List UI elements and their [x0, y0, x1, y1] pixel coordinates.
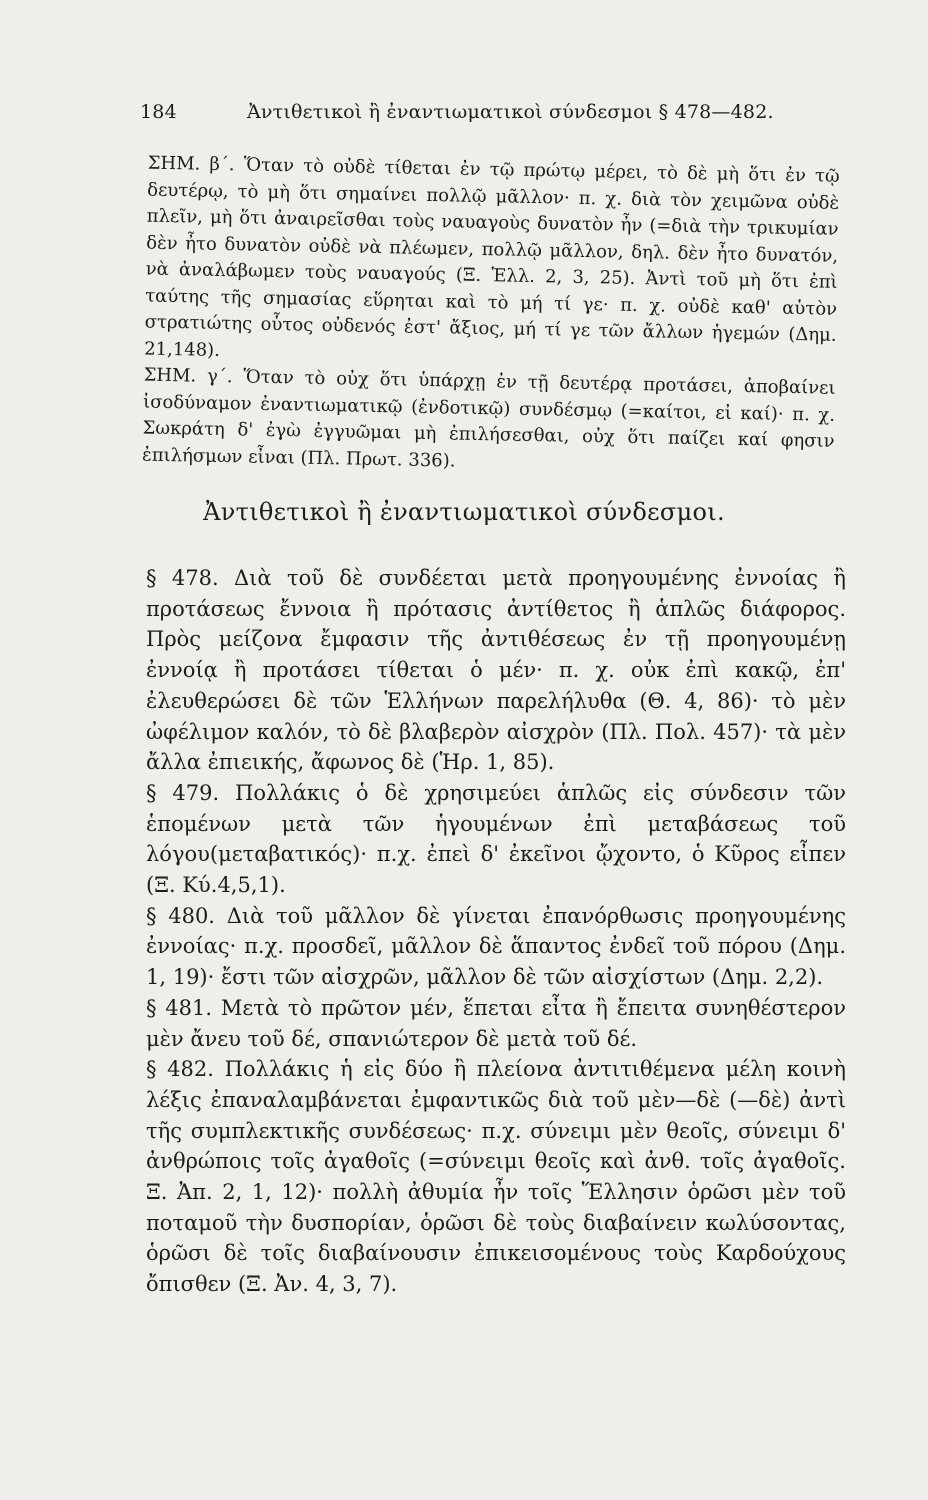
- section-paragraph: § 479. Πολλάκις ὁ δὲ χρησιμεύει ἁπλῶς εἰς σύνδεσιν τῶν ἑπομένων μετὰ τῶν ἡγουμένων ἐπὶ μεταβάσεως τοῦ λόγου(μεταβατικός)· π.χ. ἐπεὶ δ' ἐκεῖνοι ᾤχοντο, ὁ Κῦρος εἶπεν (Ξ. Κύ.4,5,1).: [146, 780, 846, 898]
- main-text: [116, 563, 846, 1300]
- running-title: Ἀντιθετικοὶ ἢ ἐναντιωματικοὶ σύνδεσμοι § 478—482.: [247, 101, 774, 123]
- section-paragraph: § 482. Πολλάκις ἡ εἰς δύο ἢ πλείονα ἀντιτιθέμενα μέλη κοινὴ λέξις ἐπαναλαμβάνεται ἐμφαντικῶς διὰ τοῦ μὲν—δὲ (—δὲ) ἀντὶ τῆς συμπλεκτικῆς συνδέσεως· π.χ. σύνειμι μὲν θεοῖς, σύνειμι δ' ἀνθρώποις τοῖς ἀγαθοῖς (=σύνειμι θεοῖς καὶ ἀνθ. τοῖς ἀγαθοῖς. Ξ. Ἀπ. 2, 1, 12)· πολλὴ ἀθυμία ἦν τοῖς Ἕλλησιν ὁρῶσι μὲν τοῦ ποταμοῦ τὴν δυσπορίαν, ὁρῶσι δὲ τοὺς διαβαίνειν κωλύσοντας, ὁρῶσι δὲ τοῖς διαβαίνουσιν ἐπικεισομένους τοὺς Καρδούχους ὄπισθεν (Ξ. Ἀν. 4, 3, 7).: [146, 1057, 846, 1297]
- section-paragraph: § 480. Διὰ τοῦ μᾶλλον δὲ γίνεται ἐπανόρθωσις προηγουμένης ἐννοίας· π.χ. προσδεῖ, μᾶλλον δὲ ἅπαντος ἐνδεῖ τοῦ πόρου (Δημ. 1, 19)· ἔστι τῶν αἰσχρῶν, μᾶλλον δὲ τῶν αἰσχίστων (Δημ. 2,2).: [146, 903, 846, 990]
- note-paragraph: ΣΗΜ. γ΄. Ὅταν τὸ οὐχ ὅτι ὑπάρχῃ ἐν τῇ δευτέρᾳ προτάσει, ἀποβαίνει ἰσοδύναμον ἐναντιωματικῷ (ἐνδοτικῷ) συνδέσμῳ (=καίτοι, εἰ καί)· π. χ. Σωκράτη δ' ἐγὼ ἐγγυῶμαι μὴ ἐπιλήσεσθαι, οὐχ ὅτι παίζει καί φησιν ἐπιλήσμων εἶναι (Πλ. Πρωτ. 336).: [141, 364, 836, 472]
- section-paragraph: § 478. Διὰ τοῦ δὲ συνδέεται μετὰ προηγουμένης ἐννοίας ἢ προτάσεως ἔννοια ἢ πρότασις ἀντίθετος ἢ ἁπλῶς διάφορος. Πρὸς μείζονα ἔμφασιν τῆς ἀντιθέσεως ἐν τῇ προηγουμένῃ ἐννοίᾳ ἢ προτάσει τίθεται ὁ μέν· π. χ. οὐκ ἐπὶ κακῷ, ἐπ' ἐλευθερώσει δὲ τῶν Ἑλλήνων παρελήλυθα (Θ. 4, 86)· τὸ μὲν ὠφέλιμον καλόν, τὸ δὲ βλαβερὸν αἰσχρὸν (Πλ. Πολ. 457)· τὰ μὲν ἄλλα ἐπιεικής, ἄφωνος δὲ (Ἡρ. 1, 85).: [146, 566, 846, 775]
- section-heading: Ἀντιθετικοὶ ἢ ἐναντιωματικοὶ σύνδεσμοι.: [203, 498, 725, 526]
- note-paragraph: ΣΗΜ. β΄. Ὅταν τὸ οὐδὲ τίθεται ἐν τῷ πρώτῳ μέρει, τὸ δὲ μὴ ὅτι ἐν τῷ δευτέρῳ, τὸ μὴ ὅτι σημαίνει πολλῷ μᾶλλον· π. χ. διὰ τὸν χειμῶνα οὐδὲ πλεῖν, μὴ ὅτι ἀναιρεῖσθαι τοὺς ναυαγοὺς δυνατὸν ἦν (=διὰ τὴν τρικυμίαν δὲν ἦτο δυνατὸν οὐδὲ νὰ πλέωμεν, πολλῷ μᾶλλον, δηλ. δὲν ἦτο δυνατόν, νὰ ἀναλάβωμεν τοὺς ναυαγούς (Ξ. Ἑλλ. 2, 3, 25). Ἀντὶ τοῦ μὴ ὅτι ἐπὶ ταύτης τῆς σημασίας εὕρηται καὶ τὸ μή τί γε· π. χ. οὐδὲ καθ' αὑτὸν στρατιώτης οὗτος οὐδενός ἐστ' ἄξιος, μή τί γε τῶν ἄλλων ἡγεμών (Δημ. 21,148).: [143, 152, 840, 361]
- section-paragraph: § 481. Μετὰ τὸ πρῶτον μέν, ἕπεται εἶτα ἢ ἔπειτα συνηθέστερον μὲν ἄνευ τοῦ δέ, σπανιώτερον δὲ μετὰ τοῦ δέ.: [146, 995, 846, 1051]
- notes-block: [112, 150, 840, 482]
- page-number: 184: [140, 101, 177, 123]
